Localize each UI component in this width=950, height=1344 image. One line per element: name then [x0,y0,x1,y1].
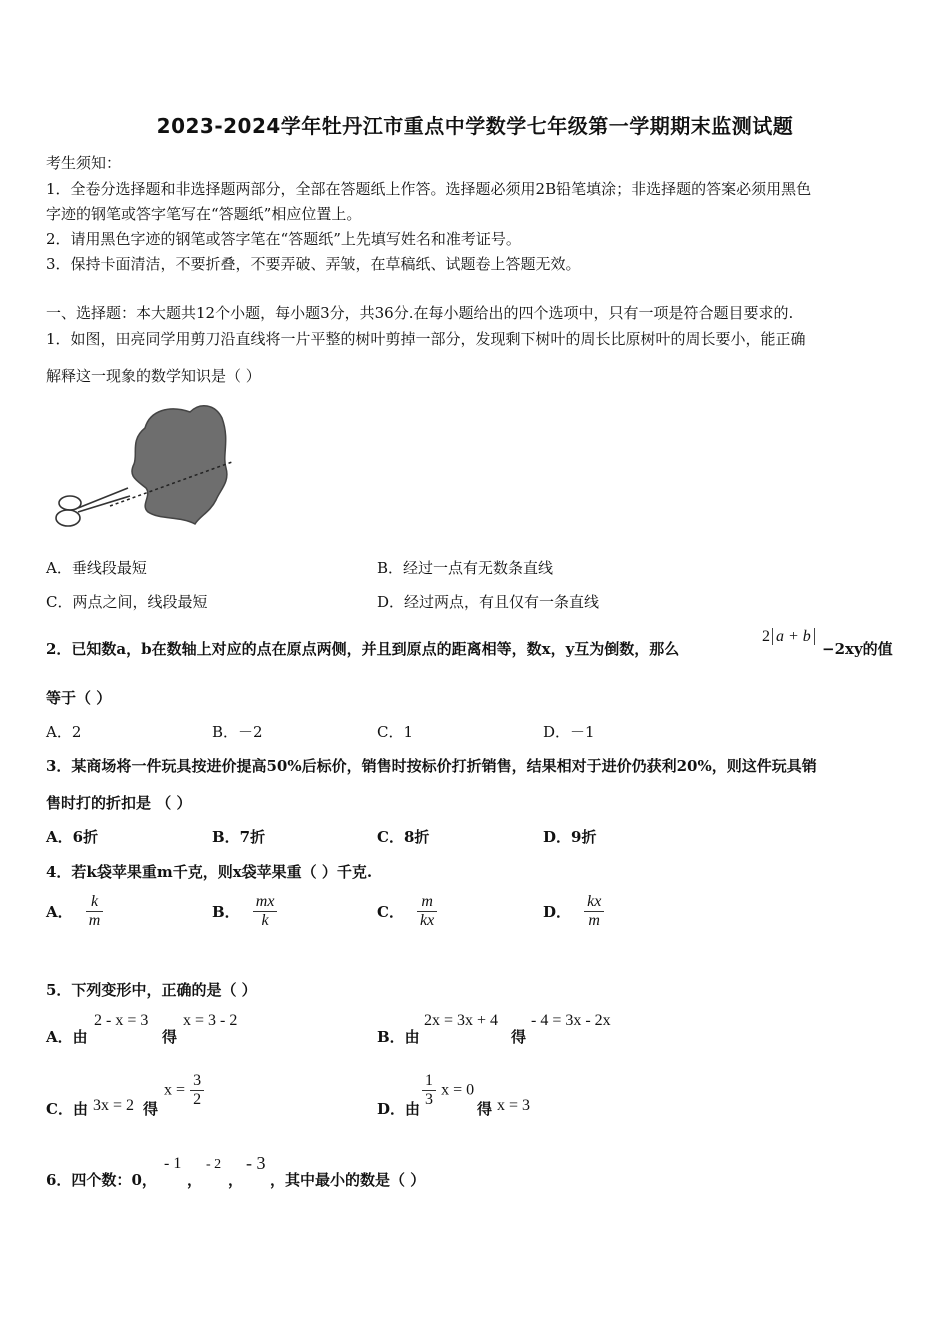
q5-c-num: 3 [190,1072,204,1091]
q1-option-d: D．经过两点，有且仅有一条直线 [377,593,600,611]
q5-b-expr1: 2x = 3x + 4 [424,1012,499,1029]
q3-option-b: B．7折 [212,828,266,846]
scissors-icon [56,488,130,526]
q3-option-d: D．9折 [543,828,597,846]
notice-line-3: 3．保持卡面清洁，不要折叠，不要弄破、弄皱，在草稿纸、试题卷上答题无效。 [46,255,581,273]
q5-c-mid: 得 [143,1100,159,1118]
q6-text: 6．四个数：0， [46,1171,157,1189]
notice-line-2: 2．请用黑色字迹的钢笔或答字笔在“答题纸”上先填写姓名和准考证号。 [46,230,521,248]
q2-text: 2．已知数a，b在数轴上对应的点在原点两侧，并且到原点的距离相等，数x，y互为倒数，那么 [46,640,680,658]
leaf-shape [132,406,227,524]
q5-d-expr2: x = 3 [497,1097,531,1114]
q6-comma-1: ， [187,1171,203,1189]
leaf-scissors-figure [50,400,240,540]
q6-tail: ，其中最小的数是（ ） [270,1171,426,1189]
q3-option-c: C．8折 [377,828,430,846]
q5-d-num: 1 [422,1072,436,1091]
q1-option-c: C．两点之间，线段最短 [46,593,208,611]
q2-option-d: D．－1 [543,723,595,741]
q5-d-lhs: x = 0 [441,1081,475,1099]
q5-d-fraction [422,1072,436,1109]
q1-text-line1: 1．如图，田亮同学用剪刀沿直线将一片平整的树叶剪掉一部分，发现剩下树叶的周长比原树叶的周长要小，能正确 [46,330,806,348]
q2-option-c: C．1 [377,723,414,741]
q4-b-label: B． [212,903,240,921]
q2-option-b: B．－2 [212,723,263,741]
q4-c-den: kx [420,912,435,929]
q4-b-den: k [261,912,269,929]
q5-d-expr1 [422,1072,474,1109]
q4-a-label: A． [46,903,73,921]
q5-c-expr1: 3x = 2 [93,1097,135,1114]
q3-text-line2: 售时打的折扣是 （ ） [46,794,192,812]
q4-b-fraction [253,893,278,930]
q4-text: 4．若k袋苹果重m千克，则x袋苹果重（ ）千克. [46,863,373,881]
q5-c-expr2 [164,1072,204,1109]
q4-a-fraction [86,893,104,930]
q4-c-fraction [417,893,437,930]
notice-line-1a: 1．全卷分选择题和非选择题两部分，全部在答题纸上作答。选择题必须用2B铅笔填涂；非选择题的答案必须用黑色 [46,180,812,198]
q4-c-label: C． [377,903,404,921]
q5-a-expr1: 2 - x = 3 [94,1012,149,1029]
q5-a-mid: 得 [162,1028,178,1046]
page-title: 2023-2024学年牡丹江市重点中学数学七年级第一学期期末监测试题 [156,114,794,138]
q4-d-label: D． [543,903,572,921]
notice-line-1b: 字迹的钢笔或答字笔写在“答题纸”相应位置上。 [46,205,362,223]
q6-comma-2: ， [228,1171,244,1189]
q5-c-prefix: C．由 [46,1100,88,1118]
q5-c-lhs: x = [164,1081,186,1099]
q4-option-d [543,893,604,930]
q5-d-prefix: D．由 [377,1100,421,1118]
q4-option-b [212,893,277,930]
q1-option-a: A．垂线段最短 [46,559,147,577]
q2-option-a: A．2 [46,723,82,741]
q2-text-line2: 等于（ ） [46,689,112,707]
q1-text-line2: 解释这一现象的数学知识是（ ） [46,367,261,385]
q4-d-fraction [584,893,604,930]
q2-expr-abs: a + b [772,628,815,645]
q2-text-tail: −2xy的值 [822,640,893,658]
q5-d-mid: 得 [477,1100,493,1118]
q4-option-c [377,893,437,930]
q4-c-num: m [417,893,437,912]
q4-option-a [46,893,103,930]
q1-option-b: B．经过一点有无数条直线 [377,559,554,577]
q6-num-1: - 1 [164,1155,182,1172]
q5-b-expr2: - 4 = 3x - 2x [531,1012,611,1029]
q4-d-den: m [588,912,600,929]
section-heading: 一、选择题：本大题共12个小题，每小题3分，共36分.在每小题给出的四个选项中，只有一项是符合题目要求的. [46,304,794,322]
q4-d-num: kx [584,893,604,912]
q5-c-fraction [190,1072,204,1109]
q3-option-a: A．6折 [46,828,99,846]
notice-heading: 考生须知： [46,154,122,172]
q5-b-mid: 得 [511,1028,527,1046]
q2-expression [762,626,815,646]
q5-c-den: 2 [193,1091,202,1108]
q6-num-3: - 3 [246,1153,266,1173]
q5-text: 5．下列变形中，正确的是（ ） [46,981,257,999]
q2-expr-coef: 2 [762,628,770,645]
q5-b-prefix: B．由 [377,1028,420,1046]
q6-num-2: - 2 [206,1157,222,1172]
q5-d-den: 3 [425,1091,433,1108]
q5-a-expr2: x = 3 - 2 [183,1012,238,1029]
q4-b-num: mx [253,893,278,912]
q4-a-den: m [88,912,101,929]
q5-a-prefix: A．由 [46,1028,88,1046]
q4-a-num: k [86,893,104,912]
q3-text-line1: 3．某商场将一件玩具按进价提高50%后标价，销售时按标价打折销售，结果相对于进价仍获利20%，则这件玩具销 [46,757,817,775]
